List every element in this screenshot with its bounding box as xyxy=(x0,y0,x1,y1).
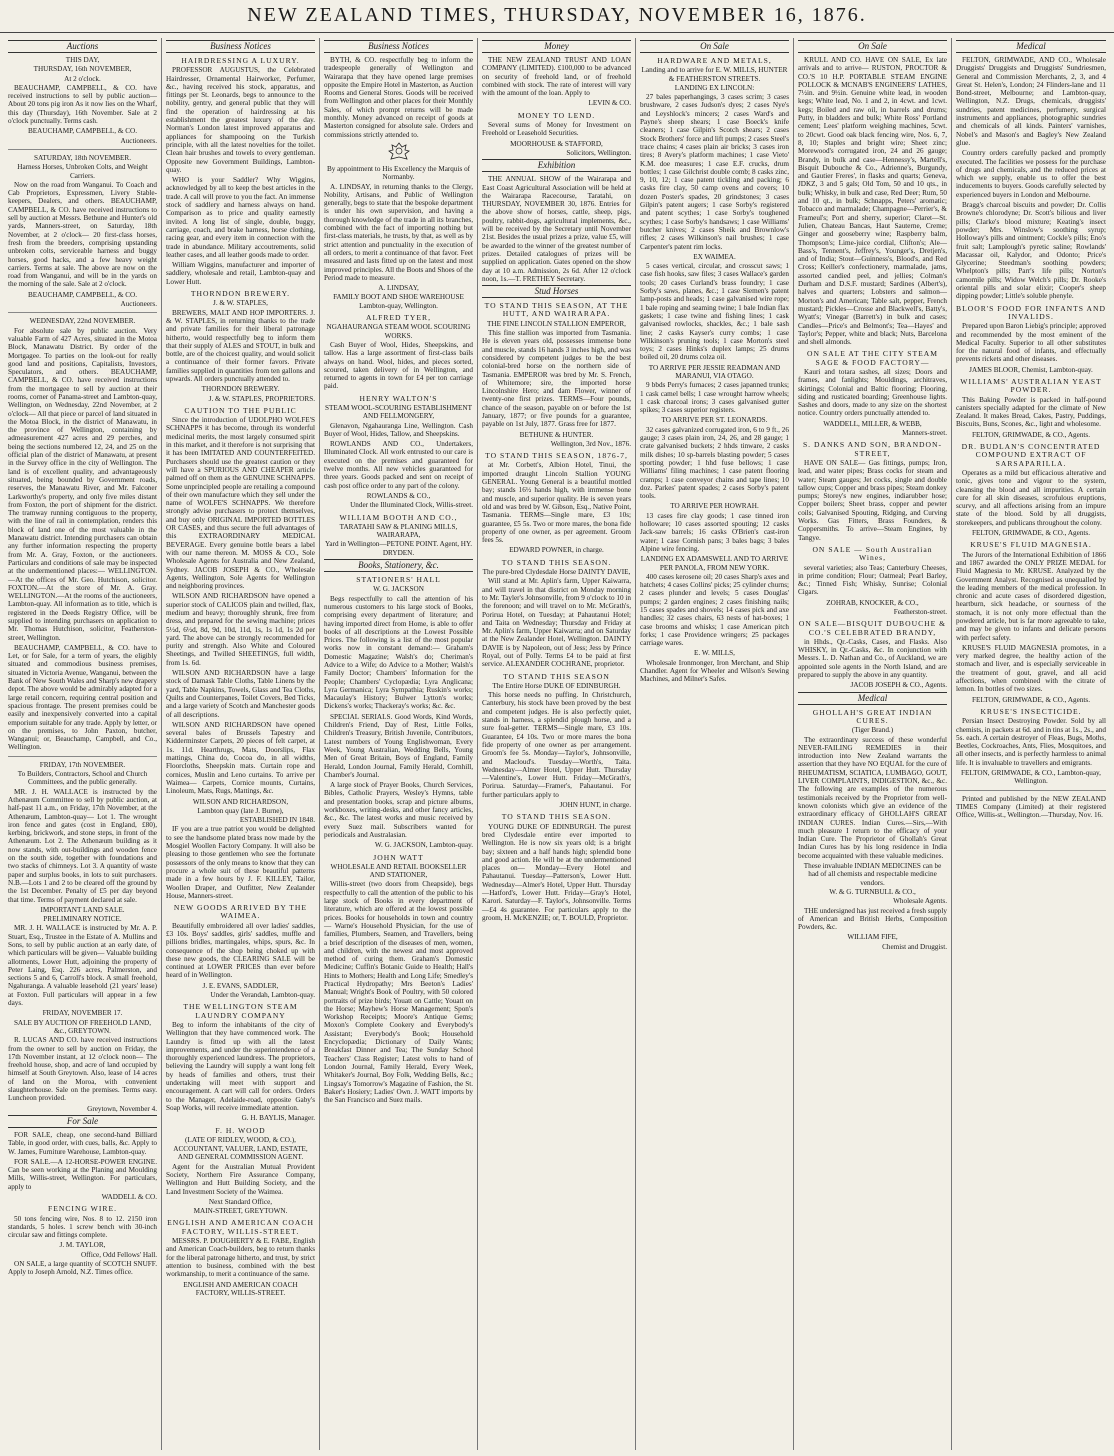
advert-headline: THE WELLINGTON STEAM LAUNDRY COMPANY xyxy=(183,1002,298,1020)
advert-text: FELTON, GRIMWADE, AND CO., Wholesale Druggists' Druggists and Druggists' Sundriesmen, General and Commission Merchants, 2, 3, and 4 Great St. Helen's, London; 24 Flinders-lane and 11 Bond-street, Melbourne; and Lambton-quay, Wellington, N.Z. Drugs, chemicals, druggists' sundries, patent medicines, perfumery, surgical instruments and appliances, photographic sundries and chemicals of all kinds. Painters' varnishes, Nobel's and Mason's and Bagley's New Zealand glue. xyxy=(956,56,1106,147)
centered-line: THORNDON BREWERY. xyxy=(201,385,280,394)
column-section-heading: On Sale xyxy=(798,40,947,53)
advert-text: 32 cases galvanized corrugated iron, 6 to 9 ft., 26 gauge; 3 cases plain iron, 24, 26, and 28 gauge; 1 crate galvanised buckets; 2 hhds tinware, 2 casks milk dishes; 10 sp-barrels blasting powder; 5 cases sporting powder; 1 hhd fuse bellows; 1 case Williams' filing machines; 1 case patent flooring cramps; 1 case conveyor chains and tape lines; 10 doz. Parkes' patent spades; 2 cases Sorby's patent tools. xyxy=(640,425,789,501)
advert-text: 9 bbds Perry's furnaces; 2 cases japanned trunks; 1 cask camel bells; 1 case wrought harrow wheels; 1 cask charcoal irons; 3 cases galvanised gutter spikes; 3 cases superior registers. xyxy=(640,381,789,415)
column-rule xyxy=(8,149,157,150)
advert-text: MR. J. H. WALLACE is instructed by Mr. A. P. Stuart, Esq., Trustee in the Estate of A. Mullins and Sons, to sell by public auction at an early date, of which particulars will be given— Valuable building allotments, Lower Hutt, adjoining the property of Peter Laing, Esq. 226 acres, Palmerston, and sections 5 and 6, Carroll's block. A small freehold, Ngahuranga. A valuable leasehold (21 years' lease) at Foxton. Full particulars will appear in a few days. xyxy=(8,924,157,1008)
centered-line: FELTON, GRIMWADE, & CO., Agents. xyxy=(972,695,1090,704)
advert-text: KRUSE'S FLUID MAGNESIA promotes, in a very marked degree, the healthy action of the stomach and liver, and is especially serviceable in the treatment of gout, gravel, and all acid affections, when combined with the citrate of lemon. In bottles of two sizes. xyxy=(956,643,1106,694)
column-section-heading: Auctions xyxy=(8,40,157,53)
advert-text: ON SALE, a large quantity of SCOTCH SNUFF. Apply to Joseph Arnold, N.Z. Times office. xyxy=(8,1260,157,1277)
advert-text: BEAUCHAMP, CAMPBELL, & CO. have received instructions to sell by public auction— About 20 tons pig iron As it now lies on the Wharf, this day (Thursday), 16th November. Sale at 2 o'clock punctually. Terms cash. xyxy=(8,83,157,126)
centered-line: A. LINDSAY, xyxy=(378,284,419,293)
centered-line: W. G. JACKSON xyxy=(373,585,424,594)
advert-headline: WILLIAMS' AUSTRALIAN YEAST POWDER. xyxy=(960,376,1102,395)
advert-headline: DR. BUDLAN'S CONCENTRATED COMPOUND EXTRACT OF SARSAPARILLA. xyxy=(961,442,1101,468)
advert-text: THE undersigned has just received a fresh supply of American and British Herbs, Composition Powders, &c. xyxy=(798,906,947,932)
column-section-heading: Medical xyxy=(798,692,947,705)
centered-line: Landing and to arrive for E. W. MILLS, HUNTER & FEATHERSTON STREETS. xyxy=(641,66,788,83)
advert-text: WILSON AND RICHARDSON have opened a superior stock of CALICOS plain and twilled, flax, medium and heavy; thoroughly shrunk, free from dress, and prepared for the sewing machine; prices 5½d, 6½d, 8d, 9d, 10d, 11d, 1s, 1s 1d, 1s 2d per yard. The above can be strongly recommended for purity and strength. Also White and Coloured Sheetings, and Twilled SHEETINGS, full width, from 1s. 6d. xyxy=(166,592,315,667)
advert-text: This Baking Powder is packed in half-pound canisters specially adapted for the climate of New Zealand. It makes Bread, Cakes, Pastry, Puddings, Biscuits, Buns, Scones, &c., light and wholesome. xyxy=(956,395,1106,429)
advert-text: Begs respectfully to call the attention of his numerous customers to his large stock of Books, comprising every department of literature; and having imported direct from Home, is able to offer books of all descriptions at the Lowest Possible Prices. The following is a list of the most popular works now in constant demand:— Graham's Domestic Magazine; Walsh's do; Cheriman's Advice to a Wife; do Advice to a Mother; Walsh's Family Doctor; Chambers' Information for the People; Chambers' Cyclopædia; Lyra Anglicana; Lyra Germanica; Lyra Sympathia; Ruskin's works; Macaulay's History; Bulwer Lytton's works; Dickens's works; Thackeray's works; &c. &c. xyxy=(324,594,473,711)
advert-headline: KRUSE'S FLUID MAGNESIA. xyxy=(970,540,1092,550)
advert-text: THE NEW ZEALAND TRUST AND LOAN COMPANY (LIMITED). £100,000 to be advanced on security of freehold land, or of freehold combined with stock. The rate of interest will vary with the amount of the loan. Apply to xyxy=(482,56,631,98)
advert-headline: TO STAND THIS SEASON. xyxy=(501,557,612,567)
advert-headline: BLOOR'S FOOD FOR INFANTS AND INVALIDS. xyxy=(956,303,1106,321)
signature-line: Wholesale Agents. xyxy=(893,897,947,906)
centered-line: FELTON, GRIMWADE, & CO., Agents. xyxy=(972,430,1090,439)
advert-headline: TO STAND THIS SEASON. xyxy=(501,812,612,822)
signature-line: Under the Illuminated Clock, Willis-street. xyxy=(350,501,473,510)
centered-line: WEDNESDAY, 22nd NOVEMBER. xyxy=(29,317,136,326)
advert-text: A large stock of Prayer Books, Church Services, Bibles, Catholic Prayers, Wesley's Hymns, table and presentation books, scrap and picture albums, workboxes, writing-desks, and other fancy articles, &c., &c. The latest works and music received by every Suez mail. Subscribers wanted for periodicals and Australasian. xyxy=(324,781,473,839)
centered-line: FRIDAY, NOVEMBER 17. xyxy=(42,1009,123,1018)
advert-text: 400 cases kerosene oil; 20 cases Sharp's axes and hatchets; 4 cases Collins' picks; 25 cylinder churns; 2 cases plunder and levels; 5 cases Douglas' pumps; 2 garden engines; 2 cases finishing nails; 15 cases spades and shovels; 14 cases pick and axe handles; 32 cases chairs, 63 nests of hat-boxes; 1 case brooms and whisks; 1 case American pitch forks; 1 case Providence wringers; 25 packages carriage wares. xyxy=(640,572,789,648)
centered-line: JAMES BLOOR, Chemist, Lambton-quay. xyxy=(969,365,1093,374)
centered-line: THE FINE LINCOLN STALLION EMPEROR, xyxy=(487,319,626,328)
centered-line: The Entire Horse DUKE OF EDINBURGH. xyxy=(492,681,621,690)
advert-text: This horse needs no puffing. In Christchurch, Canterbury, his stock have been proved by the best and competent judges. He is also perfectly quiet, stands in harness, a splendid plough horse, and a sure foal-getter. TERMS—Single mare, £3 10s. Guarantee, £4 10s. Two or more mares the bona fide property of one owner as per arrangement. Groom's fee 5s. Monday—Taylor's, Johnsonville, and Macloud's. Tuesday—Worth's, Taita. Wednesday—Almer Hotel, Upper Hutt. Thursday—Valentine's, Lower Hutt. Friday—McGrath's, Porirua. Saturday—Framer's, Pahautanui. For further particulars apply to xyxy=(482,691,631,799)
advert-text: MR. J. H. WALLACE is instructed by the Athenæum Committee to sell by public auction, at half-past 11 a.m., on Friday, 17th November, at the Athenæum, Lambton-quay— Lot 1. The wrought iron fence and gates (cost in England, £80), kerbing, brickwork, and stone steps, in front of the Athenæum. Lot 2. The Athenæum building as it now stands, with out-buildings and wooden fence on the south side, together with foundations and two stacks of chimneys. Lot 3. A quantity of waste paper and surplus books, in lots to suit purchasers. N.B.—Lots 1 and 2 to be cleared off the ground by the 1st December. Penalty of £5 per day beyond that time. Terms of payment declared at sale. xyxy=(8,787,157,904)
centered-line: IMPORTANT LAND SALE. xyxy=(40,905,125,914)
advert-headline: KRUSE'S INSECTICIDE. xyxy=(980,706,1082,716)
centered-line: Harness Horses, Unbroken Colts, and Weight Carriers. xyxy=(17,163,148,180)
centered-line: STEAM WOOL-SCOURING ESTABLISHMENT AND FELLMONGERY, xyxy=(324,403,473,421)
column-1 xyxy=(4,38,162,1450)
advert-headline: ON SALE — South Australian Wines, xyxy=(812,544,933,563)
signature-line: Auctioneers. xyxy=(120,136,157,145)
advert-text: A. LINDSAY, in returning thanks to the Clergy, Nobility, Artisans, and Public of Wellington generally, begs to state that the bespoke department is under his own supervision, and having a thorough knowledge of the trade in all its branches, combined with the fact of importing nothing but first-class materials, he trusts, by that, as well as by strict attention and punctuality in the execution of all orders, to merit a continuance of that favor. Feet measured and lasts fitted up on the latest and most improved principles. All the Boots and Shoes of the Period made to measure. xyxy=(324,182,473,282)
advert-text: ROWLANDS AND CO., Undertakers, Illuminated Clock. All work entrusted to our care is executed on the premises and guaranteed for twelve months. All new vehicles guaranteed for three years. Goods packed and sent on receipt of cash post office order to any part of the colony. xyxy=(324,440,473,490)
column-section-heading: For Sale xyxy=(8,1115,157,1128)
centered-line: ZOHRAB, KNOCKER, & CO., xyxy=(826,598,919,607)
column-section-heading: Books, Stationery, &c. xyxy=(324,559,473,572)
centered-line: MAIN-STREET, GREYTOWN. xyxy=(193,1207,288,1216)
centered-line: To Builders, Contractors, School and Church Committees, and the public generally. xyxy=(17,770,148,787)
advert-headline: TO STAND THIS SEASON, 1876-7, xyxy=(485,451,628,461)
advert-text: YOUNG DUKE OF EDINBURGH. The purest bred Clydesdale entire ever imported to Wellington. He is now six years old; is a bright bay; sixteen and a half hands high; splendid bone and good action. He will be at the undermentioned places on— Monday—Every Hotel and Pahautanui. Tuesday—Patterson's, Lower Hutt. Wednesday—Almer's Hotel, Upper Hutt. Thursday—Hatford's, Lower Hutt. Friday—Gray's Hotel, Karori. Saturday—F. Taylor's, Johnsonville. Terms—£4 4s guarantee. For particulars apply to the groom, H. McKENZIE; or, T. BOULD, Proprietor. xyxy=(482,822,631,922)
centered-line: Yard in Wellington—PETONE POINT. Agent, HY. DRYDEN. xyxy=(324,540,473,557)
advert-headline: HARDWARE AND METALS, xyxy=(657,56,772,65)
advert-text: KRULL AND CO. HAVE ON SALE, Ex late arrivals and to arrive— RUSTON, PROCTOR & CO.'S 10 H.P. PORTABLE STEAM ENGINE POLLOCK & MCNAB'S ENGINEERS' LATHES, 7½in. and 9½in. Genuine white lead, in wooden kegs; White lead, No. 1 and 2, in 4cwt. and 1cwt. kegs; Boiled and raw oil, in barrels and drums; Putty, in bladders and bulk; White Ross' Portland cement; Lees' platform weighing machines, 5cwt. to 20cwt. Good oak black fencing wire, Nos. 6, 7, 8, 10; Staples and bright wire; Sheet zinc; Morewood's corrugated iron, 24 and 26 gauge; Brandy, in bulk and case—Hennessy's, Martell's, Bisquit Dubouche & Co., Adrienne's, Burgundy, and Gautier Freres', in flasks and quarts; Geneva, JDKZ, 3 and 5 gals; Old Tom, 50 and 10 qts., in bulk; Whisky, in bulk and case, Red Deer; Rum, 50 and 10 qt., in bulk; Schnapps, Peters' aromatic; Tobacco and marmalade; Champagne—Perrier's, & Frameul's; Port and sherry, superior; Claret—St. Julien, Chateau Bancas, Haut Sauterne, Creme; Ginger and gooseberry wine; Raspberry balm, Thompson's; Lime-juice cordial, Clifton's; Ale—Bass's, Tennent's, Jeffrey's, Younger's, Dretjen's, and of India; Stout—Guinness's, Blood's, and Red Cross; Keiller's confectionery, marmalade, jams, assorted candied peel, and jellies; Colman's Durham and D.S.F. mustard; Sardines (Albert's), halves and quarters; Lobsters and salmon—Morton's and American; Table salt, pepper, French mustard; Pickles—Crosse and Blackwell's, Batty's, Wyatt's; Vinegar (Barrett's) in bulk and cases; Candles—Price's and Belmont's; Tea—Hayes' and Taylor's; Pepper, white and black; Nuts, Barcelona and shell almonds. xyxy=(798,56,947,347)
advert-text: 27 bales paperhangings, 3 cases scrim; 3 cases brushware, 2 cases Judson's dyes; 2 cases Nye's and Leyshlock's mincers; 2 cases Ward's and Payne's sheep shears; 1 case Boeck's knife cleaners; 1 case Gilpin's Scotch shears; 2 cases Stock Brothers' force and lift pumps; 2 cases Steel's trace chains; 4 cases plain air bricks; 3 cases iron tires; 8 Avery's platform machines; 1 case Vieto' K.M. doe measures; 1 case E.F. crucks, drum bottles; 1 case Gilchrist double comb; 8 casks zinc, 9, 10, 12; 1 case patent tickling and packing; 6 casks fire clay, 50 camp ovens and covers; 10 dozen Poster's spades, 20 grindstones; 3 cases Gilpin's patent augers; 1 case Sorby's registered and patent scythes; 1 case Sorby's toughened scythes; 1 case Sorby's handsaws; 1 case Williams' butcher knives; 2 cases Sheik and Brownlow's rifles; 2 cases Wilkinson's nail brushes; 1 case Carpenter's patent rim locks. xyxy=(640,93,789,251)
advert-text: in Hhds., Qr.-Casks, Cases, and Flasks. Also WHISKY, in Qr.-Casks, &c. In conjunction with Messrs. L. D. Nathan and Co., of Auckland, we are appointed sole agents in the North Island, and are prepared to supply the above in any quantity. xyxy=(798,637,947,680)
centered-line: BEAUCHAMP, CAMPBELL, & CO. xyxy=(27,127,138,136)
advert-text: Country orders carefully packed and promptly executed. The facilities we possess for the purchase of drugs and chemicals, and the reduced prices at which we supply, enable us to offer the best inducements to buyers. Goods carefully selected by experienced buyers in London and Melbourne. xyxy=(956,149,1106,199)
signature-line: J. & W. STAPLES, PROPRIETORS. xyxy=(208,394,315,403)
signature-line: W. G. JACKSON, Lambton-quay. xyxy=(374,841,473,850)
advert-text: Beautifully embroidered all over ladies' saddles, £3 10s. Boys' saddles, girls' saddles, muffle and pillions bridles, martingales, whips, spurs, &c. In consequence of the shop being choked up with these new goods, the CLEARING SALE will be continued at LOWER PRICES than ever before heard of in Wellington. xyxy=(166,921,315,980)
column-section-heading: Exhibition xyxy=(482,159,631,172)
centered-line: FELTON, GRIMWADE, & CO., Lambton-quay, Wellington. xyxy=(961,769,1101,786)
centered-line: ROWLANDS & CO., xyxy=(366,491,431,500)
centered-line: EX WAIMEA. xyxy=(693,252,736,261)
advert-text: WHO is your Saddler? Why Wiggins, acknowledged by all to keep the best articles in the trade. A call will prove to you the fact. An immense stock of saddlery and harness always on hand. Comparison as to price and quality earnestly invited. A long list of single, double, buggy, carriage, coach, and brake harness, horse clothing, racing gear, and every item in connection with the trade in abundance. Military accoutrements, solid leather cases, and all leather goods made to order. xyxy=(166,176,315,259)
column-section-heading: Business Notices xyxy=(166,40,315,53)
advert-text: at Mr. Corbett's, Albion Hotel, Tinui, the imported draught Lincoln Stallion YOUNG GENERAL. Young General is a beautiful mottled bay; stands 16½ hands high, with immense bone and muscle, and superior quality. He is seven years old and was bred by W. Gibson, Esq., Native Point, Tasmania. TERMS—Single mare, £3 10s; guarantee, £5 5s. Two or more mares, the bona fide property of one owner, as per agreement. Groom fees 5s. xyxy=(482,461,631,545)
centered-line: Next Standard Office, xyxy=(208,1197,273,1206)
centered-line: TO ARRIVE PER ST. LEONARDS. xyxy=(661,416,768,425)
advert-text: Agent for the Australian Mutual Provident Society, Northern Fire Assurance Company, Wellington and Hutt Building Society, and the Land Investment Society of the Waimea. xyxy=(166,1162,315,1196)
advert-headline: WILLIAM BOOTH AND CO., xyxy=(339,512,458,522)
centered-line: BEAUCHAMP, CAMPBELL, & CO. xyxy=(27,290,138,299)
signature-line: Chemist and Druggist. xyxy=(882,942,947,951)
signature-line: Under the Verandah, Lambton-quay. xyxy=(210,991,315,1000)
signature-line: Greytown, November 4. xyxy=(87,1104,157,1113)
advert-headline: ON SALE AT THE CITY STEAM SAGE & FOOD FACTORY— xyxy=(807,349,938,367)
advert-text: 13 cases fire clay goods; 1 case tinned iron holloware; 10 cases assorted spouting; 12 casks Jack-saw barrels; 16 casks O'Brien's cast-iron water; 1 case Cornish pans; 3 bales bags; 3 bales Alpine wire fencing. xyxy=(640,511,789,553)
column-rule xyxy=(8,756,157,757)
signature-line: Manners-street. xyxy=(902,429,947,438)
advert-text: 5 cases vertical, circular, and crosscut saws; 1 case fish hooks, saw files; 3 cases Wallace's garden tools; 20 cases Curland's brass foundry; 1 case Sorby's saws, planes, &c.; 1 case Siemen's patent lamp-posts and heads; 1 case galvanised wire rope; 1 bale roping and seaming twine; 1 bale Indian flax gaskets; 1 case twine and fishing lines; 1 cask galvanised rowlocks, shackles, &c.; 1 bale sash line; 2 casks Kayser's curry combs; 1 case Wilkinson's pruning tools; 1 case Morton's steel toys; 2 cases Hinks's duplex lamps; 25 drums boiled oil, 20 drums colza oil. xyxy=(640,262,789,362)
centered-line: FRIDAY, 17th NOVEMBER. xyxy=(39,760,126,769)
centered-line: EDWARD POWNER, in charge. xyxy=(509,546,604,555)
centered-line: TARATAHI SAW & PLANING MILLS, WAIRARAPA, xyxy=(339,522,458,540)
signature-line: Office, Odd Fellows' Hall. xyxy=(80,1250,157,1259)
column-6 xyxy=(794,38,952,1450)
advert-text: SPECIAL SERIALS. Good Words, Kind Words, Children's Friend, Day of Rest, Little Folks, Children's Treasury, British Juvenile, Contributors, Latest numbers of Young Englishwoman, Every Week, Young Australian, Wedding Bells, Young Men of Great Britain, Boys of England, Family Herald, London Journal, Family Herald, Cornhill, Chamber's Journal. xyxy=(324,712,473,779)
advert-text: Willis-street (two doors from Cheapside), begs respectfully to call the attention of the public to his large stock of Books in every department of literature, which are offered at the lowest possible prices. Books for households in town and country— Warne's Household Physician, for the use of families, Plumbers, Seamen, and Travellers, being a brief description of the diseases of men, women, and children, with the newest and most approved method of curing them. Graham's Domestic Medicine; Cuffin's Botanic Guide to Health; Hall's Hints to Mothers; Health and Long Life; Smedley's Practical Hydropathy; Mrs Beeton's Ladies' Manual; Wright's Book of Poultry, with 50 colored portraits of prize birds; Youatt on Cattle; Youatt on the Horse; Mayhew's Horse Management; Spon's Workshop Receipts; Moore's Antique Gems; Moxon's Complete Cookery and Everybody's Assistant; Everybody's Book; Household Encyclopædia; Dictionary of Daily Wants; Breakfast Dinner and Tea; The Sunday School Teachers' Class Register; Latest volts to hand of London Journal, Family Herald, Every Week, Whitaker's Journal, Boy Folk, Wedding Bells, &c.; Lingsay's Tomorrow's Magazine of Fashion, the St. Baker's Hosiery; Ladies' Own. J. WATT imports by the San Francisco and Suez mails. xyxy=(324,880,473,1105)
newspaper-columns xyxy=(4,38,1110,1450)
advert-text: FOR SALE, cheap, one second-hand Billiard Table, in good order, with cues, balls, &c. Apply to W. James, Furniture Warehouse, Lambton-quay. xyxy=(8,1130,157,1156)
advert-text: Bragg's charcoal biscuits and powder; Dr. Collis Browne's chlorodyne; Dr. Scott's bilious and liver pills; Clarke's blood mixture; Keating's insect powder; Mrs. Winslow's soothing syrup; Holloway's pills and ointment; Cockle's pills; Eno's fruit salt; Lamplough's pyretic saline; Rowlands' Macassar oil, Kalydor, and Odonto; Price's Glycerine; Steedman's soothing powders; Whelpton's pills; Parr's life pills; Norton's camomile pills; Widow Welch's pills; Dr. Rooke's oriental pills and solar elixir; Cooper's sheep dipping powder; Little's soluble phenyle. xyxy=(956,201,1106,301)
advert-headline: MONEY TO LEND. xyxy=(517,110,596,120)
advert-text: Kauri and totara sashes, all sizes; Doors and frames, and fanlights; Mouldings, architraves, skirtings; Colonial and Baltic flooring; Flooring, siding and rusticated boarding; Greenhouse lights. Sashes and doors, made to any size on the shortest notice. Country orders punctually attended to. xyxy=(798,367,947,418)
centered-line: SATURDAY, 18th NOVEMBER. xyxy=(33,153,132,162)
centered-line: J. M. TAYLOR, xyxy=(59,1241,106,1250)
centered-line: (LATE OF RIDLEY, WOOD, & CO.), xyxy=(185,1135,296,1144)
advert-headline: GHOLLAH'S GREAT INDIAN CURES. xyxy=(812,707,933,725)
advert-headline: CAUTION TO THE PUBLIC xyxy=(184,405,297,415)
advert-text: 50 tons fencing wire, Nos. 8 to 12. 2150 iron standards, 5 holes. 1 screw bench with 30-inch circular saw and fittings complete. xyxy=(8,1214,157,1240)
column-4 xyxy=(478,38,636,1450)
centered-line: PRELIMINARY NOTICE. xyxy=(43,915,122,924)
advert-headline: HAIRDRESSING A LUXURY. xyxy=(181,56,300,65)
advert-text: For absolute sale by public auction. Very valuable Farm of 427 Acres, situated in the Motoa Block, Manawatu District. By order of the Mortgagee. To parties on the look-out for really good land and positions, Capitalists, Investors, Speculators, and others. BEAUCHAMP, CAMPBELL, & CO. have received instructions from the mortgagee to sell by auction at their rooms, corner of Panama-street and Lambton-quay, Wellington, on Wednesday, 22nd November, at 2 o'clock— All that piece or parcel of land situated in the Motoa Block, in the district of Manawatu, in the province of Wellington, containing by admeasurement 427 acres and 29 perches, and being the sections numbered 12, 24, and 25 on the official plan of the district of Manawatu, at present in the Survey office in the city of Wellington. The land is of excellent quality, and advantageously situated, being bounded by Government roads, reserves, the Manawatu River, and Mr. Falconer Larkworthy's property, and only five miles distant from Foxton, the port of shipment for the district. The tramway running contiguous to the property, with the line of rail in contemplation, renders this block of land one of the most valuable in the Manawatu district. Intending purchasers can obtain any further information respecting the property from Mr. A. Gray, Foxton, or the auctioneers. Particulars and conditions of sale may be inspected at the undermentioned places:— WELLINGTON.—At the offices of Mr. Geo. Hutchison, solicitor. FOXTON.—At the store of Mr. A. Gray. WELLINGTON.—At the rooms of the auctioneers, Lambton-quay. All information as to title, which is registered in the Deeds Registry Office, will be supplied to intending purchasers on application to Mr. Thomas Hutchison, solicitor, Featherston-street, Wellington. xyxy=(8,326,157,642)
advert-headline: TO STAND THIS SEASON xyxy=(503,671,610,681)
signature-line: Wellington, 3rd Nov., 1876. xyxy=(550,439,631,448)
advert-text: several varieties; also Teas; Canterbury Cheeses, in prime condition; Flour; Oatmeal; Pearl Barley, &c.; Tinned Fish; Whisky, Sunrise; Colonial Cigars. xyxy=(798,563,947,597)
advert-text: FOR SALE.—A 12-HORSE-POWER ENGINE. Can be seen working at the Planing and Moulding Mills, Willis-street, Wellington. For particulars, apply to xyxy=(8,1157,157,1191)
advert-text: MESSRS. P. DOUGHERTY & E. FABE, English and American Coach-builders, beg to return thanks for the liberal patronage hitherto, and trust, by strict attention to business, combined with the best workmanship, to merit a continuance of the same. xyxy=(166,1237,315,1279)
advert-text: Several sums of Money for Investment on Freehold or Leasehold Securities. xyxy=(482,121,631,138)
advert-text: Beg to inform the inhabitants of the city of Wellington that they have commenced work. The Laundry is fitted up with all the latest improvements, and under the superintendence of a thoroughly experienced laundress. The proprietors, believing the Laundry will supply a want long felt by heads of families and others, trust their undertaking will meet with support and encouragement. A cart will call for orders. Orders to the Manager, Adelaide-road, opposite Gaby's Soap Works, will receive immediate attention. xyxy=(166,1020,315,1112)
newspaper-masthead: NEW ZEALAND TIMES, THURSDAY, NOVEMBER 16, 1876. xyxy=(0,0,1114,33)
advert-headline: FENCING WIRE. xyxy=(48,1204,117,1214)
advert-text: This fine stallion was imported from Tasmania. He is eleven years old, possesses immense bone and muscle, stands 16 hands 3 inches high, and was considered by competent judges to be the best colonial-bred horse on the northern side of Tasmania. EMPEROR was bred by Mr. S. French, of Whitemore; sire, the imported horse Lincolnshire Hero; and dam Flower, winner of twenty-one first prizes. TERMS—Four pounds, chance of the season, payable on or before the 1st January, 1877; or five pounds for a guarantee, payable on 1st July, 1877. Grass free for 1877. xyxy=(482,329,631,429)
centered-line: By appointment to His Excellency the Marquis of Normanby. xyxy=(326,164,471,182)
signature-line: Featherston-street. xyxy=(893,608,947,616)
advert-headline: TO STAND THIS SEASON, AT THE HUTT, AND WAIRARAPA. xyxy=(484,301,629,319)
advert-text: Wholesale Ironmonger, Iron Merchant, and Ship Chandler. Agent for Wheeler and Wilson's Sewing Machines, and Milner's Safes. xyxy=(640,658,789,684)
advert-headline: ALFRED TYER, xyxy=(365,313,432,323)
centered-line: NGAHAURANGA STEAM WOOL SCOURING WORKS. xyxy=(326,323,471,340)
centered-line: J. E. EVANS, SADDLER, xyxy=(202,981,279,990)
advert-text: The Jurors of the International Exhibition of 1866 and 1867 awarded the ONLY PRIZE MEDAL for Fluid Magnesia to Mr. KRUSE. Analyzed by the Government Analyst. Recognised as unequalled by the leading members of the medical profession. In chronic and acute cases of disordered digestion, heartburn, sick headache, or sourness of the stomach, it is not only more effectual than the powdered article, but is far more agreeable to take, and may be given to infants and delicate persons with perfect safety. xyxy=(956,550,1106,642)
centered-line: THIS DAY, xyxy=(65,56,100,64)
centered-line: WADDELL, MILLER, & WEBB, xyxy=(823,419,922,428)
signature-line: WADDELL & CO. xyxy=(101,1193,157,1201)
advert-text: R. LUCAS AND CO. have received instructions from the owner to sell by auction on Friday, the 17th November instant, at 12 o'clock noon— The freehold house, shop, and acre of land occupied by himself at South Greytown. Also, lease of 14 acres of land on the Moroa, with convenient slaughterhouse. Sale on the premises. Terms easy. Luncheon provided. xyxy=(8,1036,157,1103)
column-section-heading: Medical xyxy=(956,40,1106,53)
advert-headline: JOHN WATT xyxy=(373,852,424,862)
centered-line: Lambton quay (late J. Burne), xyxy=(197,806,284,815)
centered-line: WHOLESALE AND RETAIL BOOKSELLER AND STATIONER, xyxy=(330,862,467,880)
signature-line: G. H. BAYLIS, Manager. xyxy=(241,1114,315,1123)
advert-text: BREWERS, MALT AND HOP IMPORTERS. J. & W. STAPLES, in returning thanks to the trade and private families for their liberal patronage hitherto, would respectfully beg to inform them that their supply of ALES and STOUT, in bulk and bottle, are of the choicest quality, and would solicit a continuance of their former favors. Private families supplied in quantities from ten gallons and upwards. All orders punctually attended to. xyxy=(166,308,315,383)
signature-line: JOHN HUNT, in charge. xyxy=(559,801,631,810)
centered-line: J. & W. STAPLES, xyxy=(213,299,268,308)
signature-line: Solicitors, Wellington. xyxy=(566,148,631,157)
centered-line: THURSDAY, 16th NOVEMBER, xyxy=(33,65,132,74)
advert-headline: NEW GOODS ARRIVED BY THE WAIMEA. xyxy=(173,903,308,921)
column-rule xyxy=(8,312,157,313)
advert-text: BEAUCHAMP, CAMPBELL, & CO. have to Let, or for Sale, for a term of years, the eligibly situated and commodious business premises, situated in Victoria Avenue, Wanganui, between the Bank of New South Wales and Sharp's new drapery depot. The above would be admirably adapted for a large retail concern, requiring central position and spacious frontage. The present premises could be easily and inexpensively converted into a capital emporium suitable for any trade. Apply by letter, or on the premises, to John Paxton, butcher, Wanganui; or, Beauchamp, Campbell, and Co., Wellington. xyxy=(8,643,157,752)
centered-line: E. W. MILLS, xyxy=(694,649,735,658)
advert-text: Prepared upon Baron Liebig's principle; approved and recommended by the most eminent of the Medical Faculty. Superior to all other substitutes for the natural food of infants, and effectually prevents rickets and other diseases. xyxy=(956,322,1106,364)
advert-text: THE ANNUAL SHOW of the Wairarapa and East Coast Agricultural Association will be held at the Wairarapa Racecourse, Taratahi, on THURSDAY, NOVEMBER 30, 1876. Entries for the above show of horses, cattle, sheep, pigs, poultry, rabbit-dogs, agricultural implements, &c., will be received by the Secretary until November 21st. Besides the usual prizes a prize, value £5, will be awarded to the winner of the greatest number of prizes. Detailed catalogues of prizes will be supplied on application. Gates opened on the show day at 10 a.m. Admission, 2s 6d. After 12 o'clock noon, 1s.—T. FRETHEY Secretary. xyxy=(482,175,631,283)
advert-headline: F. H. WOOD xyxy=(215,1125,266,1135)
advert-text: WILSON AND RICHARDSON have a large stock of Damask Table Cloths, Table Linens by the yard, Table Napkins, Towels, Glass and Tea Cloths, Quilts and Counterpanes, Toilet Covers, Bed Ticks, and a large variety of Scotch and Manchester goods of all descriptions. xyxy=(166,669,315,719)
centered-line: FELTON, GRIMWADE, & CO., Agents. xyxy=(972,529,1090,538)
advert-text: HAVE ON SALE— Gas fittings, pumps; Iron, lead, and water pipes; Brass cocks for steam and water; Steam gauges; Jet cocks, single and double tallow cups; Copper and brass pipes; Steam donkey pumps; Storey's new engines, indiarubber hose; Copper boilers; Sheet brass, copper and pewter coils; Galvanised Spouting, Ridging, and Curving Works. Gas Fitters, Brass Founders, & Coppersmiths. To arrive—Steam Engines, by Tangye. xyxy=(798,458,947,542)
column-rule xyxy=(956,790,1106,791)
centered-line: MOORHOUSE & STAFFORD, xyxy=(510,139,603,148)
centered-line: BETHUNE & HUNTER. xyxy=(519,430,594,439)
advert-text: Operates as a mild but efficacious alterative and tonic, gives tone and vigour to the system, cleansing the blood and all impurities. A certain cure for all skin diseases, scrofulous eruptions, scurvy, and all affections arising from an impure state of the blood. Sold by all druggists, storekeepers, and publicans throughout the colony. xyxy=(956,468,1106,527)
advert-text: WILSON AND RICHARDSON have opened several bales of Brussels Tapestry and Kidderminster Carpets, 20 pieces of felt carpet, at 1s. 11d. Hearthrugs, Mats, Doorslips, Flax mattings, China do, Cocoa do, in all widths, Floorcloths, Sheepskin mats. Curtain rope and cornices, Muslin and Leno curtains. To arrive per Waimea— Carpets, Cornice mounts, Curtains, Linoleum, Mats, Rugs, Mattings, &c. xyxy=(166,720,315,796)
centered-line: WILSON AND RICHARDSON, xyxy=(192,797,289,806)
signature-line: ESTABLISHED IN 1848. xyxy=(239,816,315,825)
centered-line: ACCOUNTANT, VALUER, LAND, ESTATE, AND GENERAL COMMISSION AGENT. xyxy=(173,1145,308,1162)
advert-text: Will stand at Mr. Aplin's farm, Upper Kaiwarra, and will travel in that district on Monday morning to Mr. Tayler's Johnsonville, from 9 o'clock to 10 in the forenoon; and will travel on to Mr. McGrath's, Porirua Hotel, on Tuesday; at Pahautanui Hotel; and Taita on Wednesday; Thursday and Friday at Mr. Aplin's farm, Upper Kaiwarra; and on Saturday at the New Zealander Hotel, Wellington. DAINTY DAVIE is by Napoleon, out of Jess; Jess by Prince Royal, out of Polly. Terms £4 to be paid at first service. ALEXANDER COCHRANE, proprietor. xyxy=(482,577,631,669)
signature-line: LEVIN & CO. xyxy=(588,99,631,108)
column-3 xyxy=(320,38,478,1450)
centered-line: W. & G. TURNBULL & CO., xyxy=(829,887,916,896)
advert-text: PROFESSOR AUGUSTUS, the Celebrated Hairdresser, Ornamental Hairworker, Perfumer, &c., having received his stock, apparatus, and fittings per St. Leonards, begs to announce to the nobility, gentry, and general public that they will find the operation of hairdressing at his establishment the greatest luxury of the day. Norman's London latest improved apparatus and appliances for shampooing on the Turkish principle, with all the latest novelties for the toilet. Clean hair brushes and towels to every gentleman. Opposite new Government Buildings, Lambton-quay. xyxy=(166,66,315,174)
advert-text: BYTH, & CO. respectfully beg to inform the tradespeople generally of Wellington and Wairarapa that they have opened large premises opposite the Empire Hotel in Masterton, as Auction Rooms and General Stores. Goods will be received from Wellington and other places for their Monthly Sales, of which prompt returns will be made monthly. Money advanced on receipt of goods at Masterton consigned for absolute sale. Orders and commissions strictly attended to. xyxy=(324,56,473,139)
column-section-heading: Money xyxy=(482,40,631,53)
advert-text: Glenavon, Ngahauranga Line, Wellington. Cash Buyer of Wool, Hides, Tallow, and Sheepskins. xyxy=(324,421,473,438)
advert-headline: S. DANKS AND SON, BRANDON-STREET, xyxy=(802,440,943,458)
column-section-heading: On Sale xyxy=(640,40,789,53)
centered-line: TO ARRIVE PER HOWRAH. xyxy=(670,502,759,511)
centered-line: LANDING EX LINCOLN: xyxy=(674,83,755,92)
centered-line: SALE BY AUCTION OF FREEHOLD LAND, &c., GREYTOWN. xyxy=(13,1018,152,1035)
column-7 xyxy=(952,38,1110,1450)
advert-text: Printed and published by the NEW ZEALAND TIMES Company (Limited) at their registered Office, Willis-st., Wellington.—Thursday, Nov. 16. xyxy=(956,794,1106,820)
advert-headline: ON SALE—BISQUIT DUBOUCHE & CO.'S CELEBRATED BRANDY, xyxy=(798,619,947,637)
advert-text: IF you are a true patriot you would be delighted to see the handsome plated brass now made by the Mosgiel Woollen Factory Company. It will also be pleasing to those gentlemen who see the fortunate possessors of the only means to know that they can procure a whole suit of these beautiful patterns made in a few hours by J. F. KILLEY, Tailor, Woollen Draper, and Outfitter, New Zealander House, Manners-street. xyxy=(166,825,315,900)
column-section-heading: Stud Horses xyxy=(482,285,631,298)
advert-text: The extraordinary success of these wonderful NEVER-FAILING REMEDIES in their introduction into New Zealand warrants the assertion that they have NO EQUAL for the cure of RHEUMATISM, SCIATICA, LUMBAGO, GOUT, LIVER COMPLAINTS, INDIGESTION, &c., &c. The following are examples of the numerous testimonials received by the Proprietor from well-known colonists which give an evidence of the extraordinary efficacy of GHOLLAH'S GREAT INDIAN CURES. Indian Cures.—Sirs,—With much pleasure I return to the efficacy of your Indian Cure. The Proprietor of Ghollah's Great Indian Cures has by his long residence in India become acquainted with these valuable medicines. xyxy=(798,735,947,860)
centered-line: LANDING EX ADAMSWELL AND TO ARRIVE PER PANOLA, FROM NEW YORK. xyxy=(640,555,789,572)
centered-line: FAMILY BOOT AND SHOE WAREHOUSE Lambton-quay, Wellington. xyxy=(333,293,464,310)
centered-line: TO ARRIVE PER JESSIE READMAN AND MARANUI, VIA OTAGO. xyxy=(648,363,781,380)
advert-text: Persian Insect Destroying Powder. Sold by all chemists, in packets at 6d. and in tins at 1s., 2s., and 5s. each. A certain destroyer of Fleas, Bugs, Moths, Beetles, Cockroaches, Ants, Flies, Mosquitoes, and all other insects, and is perfectly harmless to animal life. It is invaluable to travellers and emigrants. xyxy=(956,717,1106,767)
advert-headline: ENGLISH AND AMERICAN COACH FACTORY, WILLIS-STREET. xyxy=(167,1218,314,1236)
advert-headline: THORNDON BREWERY. xyxy=(190,289,291,299)
column-2 xyxy=(162,38,320,1450)
centered-line: At 2 o'clock. xyxy=(64,74,101,83)
column-section-heading: Business Notices xyxy=(324,40,473,53)
advert-headline: HENRY WALTON'S xyxy=(359,393,438,403)
centered-line: (Tiger Brand.) xyxy=(851,726,894,735)
centered-line: ENGLISH AND AMERICAN COACH FACTORY, WILLIS-STREET. xyxy=(183,1280,298,1297)
advert-text: William Wiggins, manufacturer and importer of saddlery, wholesale and retail, Lambton-quay and Lower Hutt. xyxy=(166,261,315,286)
centered-line: The pure-bred Clydesdale Horse DAINTY DAVIE, xyxy=(482,568,631,577)
advert-text: Cash Buyer of Wool, Hides, Sheepskins, and tallow. Has a large assortment of first-class bails always on hand. Wool, hides, and pieces sorted, scoured, taken delivery of in Wellington, and returned to agents in town for £4 per ton carriage paid. xyxy=(324,340,473,391)
signature-line: Auctioneers. xyxy=(120,300,157,309)
advert-headline: STATIONERS' HALL xyxy=(356,575,441,585)
centered-line: WILLIAM FIFE, xyxy=(847,933,898,942)
column-5 xyxy=(636,38,794,1450)
advert-text: Now on the road from Wanganui. To Coach and Cab Proprietors, Expressmen, Livery Stable-keepers, Dealers, and others. BEAUCHAMP, CAMPBELL, & CO. have received instructions to sell by auction at Messrs. Bethune and Hunter's old yards, Manners-street, on Saturday, 18th November, at 2 o'clock— 20 first-class horses, fresh from the breeders, comprising upstanding unbroken colts, serviceable harness and buggy horses, good hacks, and a few heavy weight carriers. Terms at sale. The above are now on the road from Wanganui, and will be in the yards on the morning of the sale. Sale at 2 o'clock. xyxy=(8,180,157,289)
royal-crest-icon xyxy=(386,141,412,163)
advert-text: Since the introduction of UDOLPHO WOLFE'S SCHNAPPS it has become, through its wonderful medicinal merits, the most largely consumed spirit in this market, and it therefore is not surprising that it has been IMITATED AND COUNTERFEITED. Purchasers should use the greatest caution or they will have a SPURIOUS AND CHEAPER article palmed off on them as the GENUINE SCHNAPPS. Some unprincipled people are retailing a compound of their own manufacture which they sell under the name of WOLFE'S SCHNAPPS. We therefore strongly advise purchasers to protect themselves, and buy only ORIGINAL IMPORTED BOTTLES OR CASES, and thus secure the full advantages of this EXTRAORDINARY MEDICAL BEVERAGE. Every genuine bottle bears a label with our name thereon. M. MOSS & CO., Sole Wholesale Agents for Australia and New Zealand, Sydney. JACOB JOSEPH & CO., Wholesale Agents, Wellington, Sole Agents for Wellington and neighboring provinces. xyxy=(166,416,315,591)
signature-line: JACOB JOSEPH & CO., Agents. xyxy=(850,681,947,690)
centered-line: These invaluable INDIAN MEDICINES can be had of all chemists and respectable medicine vendors. xyxy=(803,862,942,887)
